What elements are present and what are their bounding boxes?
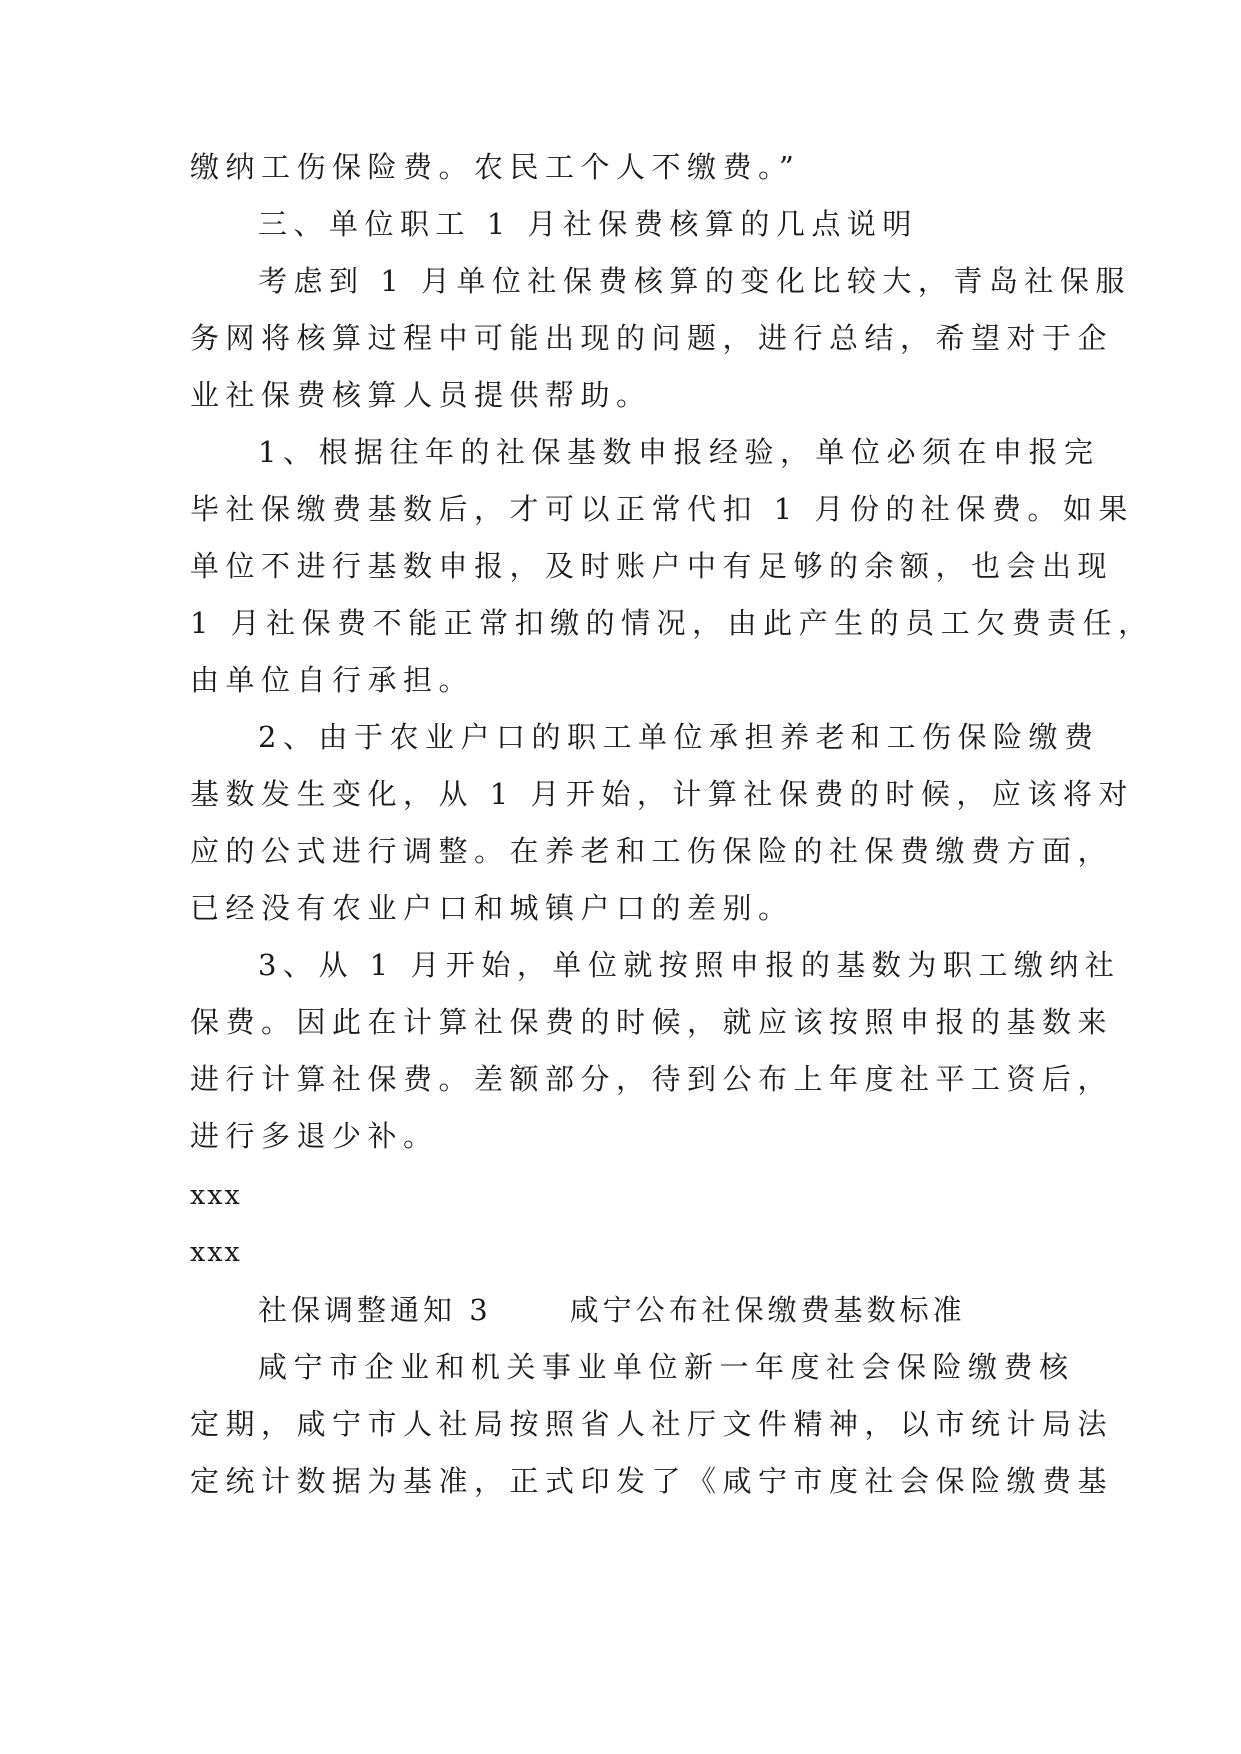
text-line: 基数发生变化，从 1 月开始，计算社保费的时候，应该将对: [190, 777, 1134, 811]
notice-heading: [258, 1288, 1070, 1332]
text-line: 定期，咸宁市人社局按照省人社厅文件精神，以市统计局法: [190, 1407, 1114, 1441]
text-line: 毕社保缴费基数后，才可以正常代扣 1 月份的社保费。如果: [190, 492, 1134, 526]
text-line: 务网将核算过程中可能出现的问题，进行总结，希望对于企: [190, 321, 1114, 355]
text-line: 单位不进行基数申报，及时账户中有足够的余额，也会出现: [190, 549, 1114, 583]
text-line: 缴纳工伤保险费。农民工个人不缴费。”: [190, 150, 801, 184]
text-line: 应的公式进行调整。在养老和工伤保险的社保费缴费方面，: [190, 834, 1114, 868]
text-line: 已经没有农业户口和城镇户口的差别。: [190, 891, 794, 925]
text-line: 2、由于农业户口的职工单位承担养老和工伤保险缴费: [258, 720, 1100, 754]
notice-number: 社保调整通知 3: [258, 1293, 492, 1327]
text-line: 进行多退少补。: [190, 1119, 439, 1153]
text-line: 业社保费核算人员提供帮助。: [190, 378, 652, 412]
text-line: 由单位自行承担。: [190, 663, 475, 697]
text-line: 3、从 1 月开始，单位就按照申报的基数为职工缴纳社: [258, 948, 1121, 982]
text-line: 1、根据往年的社保基数申报经验，单位必须在申报完: [258, 435, 1100, 469]
text-line: 考虑到 1 月单位社保费核算的变化比较大，青岛社保服: [258, 264, 1131, 298]
text-line: 1 月社保费不能正常扣缴的情况，由此产生的员工欠费责任，: [190, 606, 1154, 640]
text-line: 保费。因此在计算社保费的时候，就应该按照申报的基数来: [190, 1005, 1114, 1039]
placeholder-text: xxx: [190, 1180, 242, 1211]
text-line: 定统计数据为基准，正式印发了《咸宁市度社会保险缴费基: [190, 1464, 1114, 1498]
notice-title: 咸宁公布社保缴费基数标准: [569, 1293, 966, 1327]
text-line: 咸宁市企业和机关事业单位新一年度社会保险缴费核: [258, 1350, 1075, 1384]
section-heading: 三、单位职工 1 月社保费核算的几点说明: [258, 207, 918, 241]
placeholder-text: xxx: [190, 1237, 242, 1268]
text-line: 进行计算社保费。差额部分，待到公布上年度社平工资后，: [190, 1062, 1114, 1096]
